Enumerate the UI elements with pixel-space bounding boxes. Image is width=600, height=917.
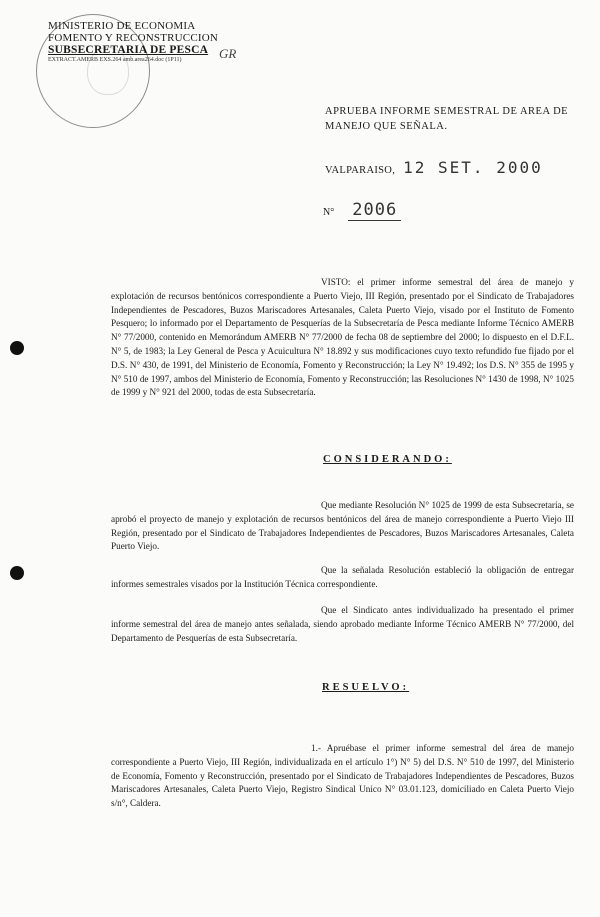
resolution-number: 2006: [348, 200, 401, 221]
considerando-paragraph: Que el Sindicato antes individualizado ha presentado el primer informe semestral del área de manejo antes señalada, siendo aprobado mediante Informe Técnico AMERB N° 77/2000, del Departamento de Pesquerías de esta Subsecretaría.: [111, 605, 574, 643]
punch-hole: [10, 341, 24, 355]
letterhead-file-ref: EXTRACT.AMERB EXS.264 amb.area264.doc (1P11): [48, 57, 182, 63]
resolution-number-line: [323, 200, 401, 220]
considerando-paragraph: Que la señalada Resolución estableció la obligación de entregar informes semestrales visados por la Institución Técnica correspondiente.: [111, 565, 574, 589]
resuelvo-paragraph: 1.- Apruébase el primer informe semestral del área de manejo correspondiente a Puerto Viejo, III Región, individualizada en el artículo 1°) N° 5) del D.S. N° 510 de 1997, del Ministerio de Economía, Fomento y Reconstrucción, presentado por el Sindicato de Trabajadores Independientes de Pescadores, Buzos Mariscadores Artesanales, Caleta Puerto Viejo, Registro Sindical Unico N° 03.01.123, domiciliado en Caleta Puerto Viejo s/n°, Caldera.: [111, 743, 574, 809]
punch-hole: [10, 566, 24, 580]
letterhead-subsecretaria: SUBSECRETARIA DE PESCA: [48, 44, 209, 56]
letterhead-division: FOMENTO Y RECONSTRUCCION: [48, 32, 219, 44]
letterhead-ministry: MINISTERIO DE ECONOMIA: [48, 20, 196, 32]
document-subject: APRUEBA INFORME SEMESTRAL DE AREA DE MANEJO QUE SEÑALA.: [325, 106, 569, 132]
letterhead: [48, 20, 288, 64]
visto-paragraph: VISTO: el primer informe semestral del área de manejo y explotación de recursos bentónicos correspondiente a Puerto Viejo, III Región, presentado por el Sindicato de Trabajadores Independientes de Pescadores, Buzos Mariscadores Artesanales, Caleta Puerto Viejo, visado por el Instituto de Fomento Pesquero; lo informado por el Departamento de Pesquerías de la Subsecretaría de Pesca mediante Informe Técnico AMERB N° 77/2000, contenido en Memorándum AMERB N° 77/2000 de fecha 08 de septiembre del 2000; lo dispuesto en el D.F.L. N° 5, de 1983; la Ley General de Pesca y Acuicultura N° 18.892 y sus modificaciones cuyo texto refundido fue fijado por el D.S. N° 430, de 1991, del Ministerio de Economía, Fomento y Reconstrucción; la Ley N° 19.492; los D.S. N° 355 de 1995 y N° 510 de 1997, ambos del Ministerio de Economía, Fomento y Reconstrucción; las Resoluciones N° 1430 de 1998, N° 1025 de 1999 y N° 921 del 2000, todas de esta Subsecretaría.: [111, 277, 574, 398]
considerando-heading: CONSIDERANDO:: [323, 454, 452, 465]
date-stamp: 12 SET. 2000: [403, 158, 543, 177]
number-prefix: N°: [323, 207, 335, 218]
place-label: VALPARAISO,: [325, 165, 396, 176]
considerando-paragraph: Que mediante Resolución N° 1025 de 1999 de esta Subsecretaría, se aprobó el proyecto de manejo y explotación de recursos bentónicos del área de manejo correspondiente a Puerto Viejo III Región, presentado por el Sindicato de Trabajadores Independientes de Pescadores, Buzos Mariscadores Artesanales, Caleta Puerto Viejo.: [111, 500, 574, 552]
resuelvo-heading: RESUELVO:: [322, 682, 410, 693]
handwritten-initials: GR: [219, 46, 237, 61]
place-date-line: [325, 158, 543, 178]
